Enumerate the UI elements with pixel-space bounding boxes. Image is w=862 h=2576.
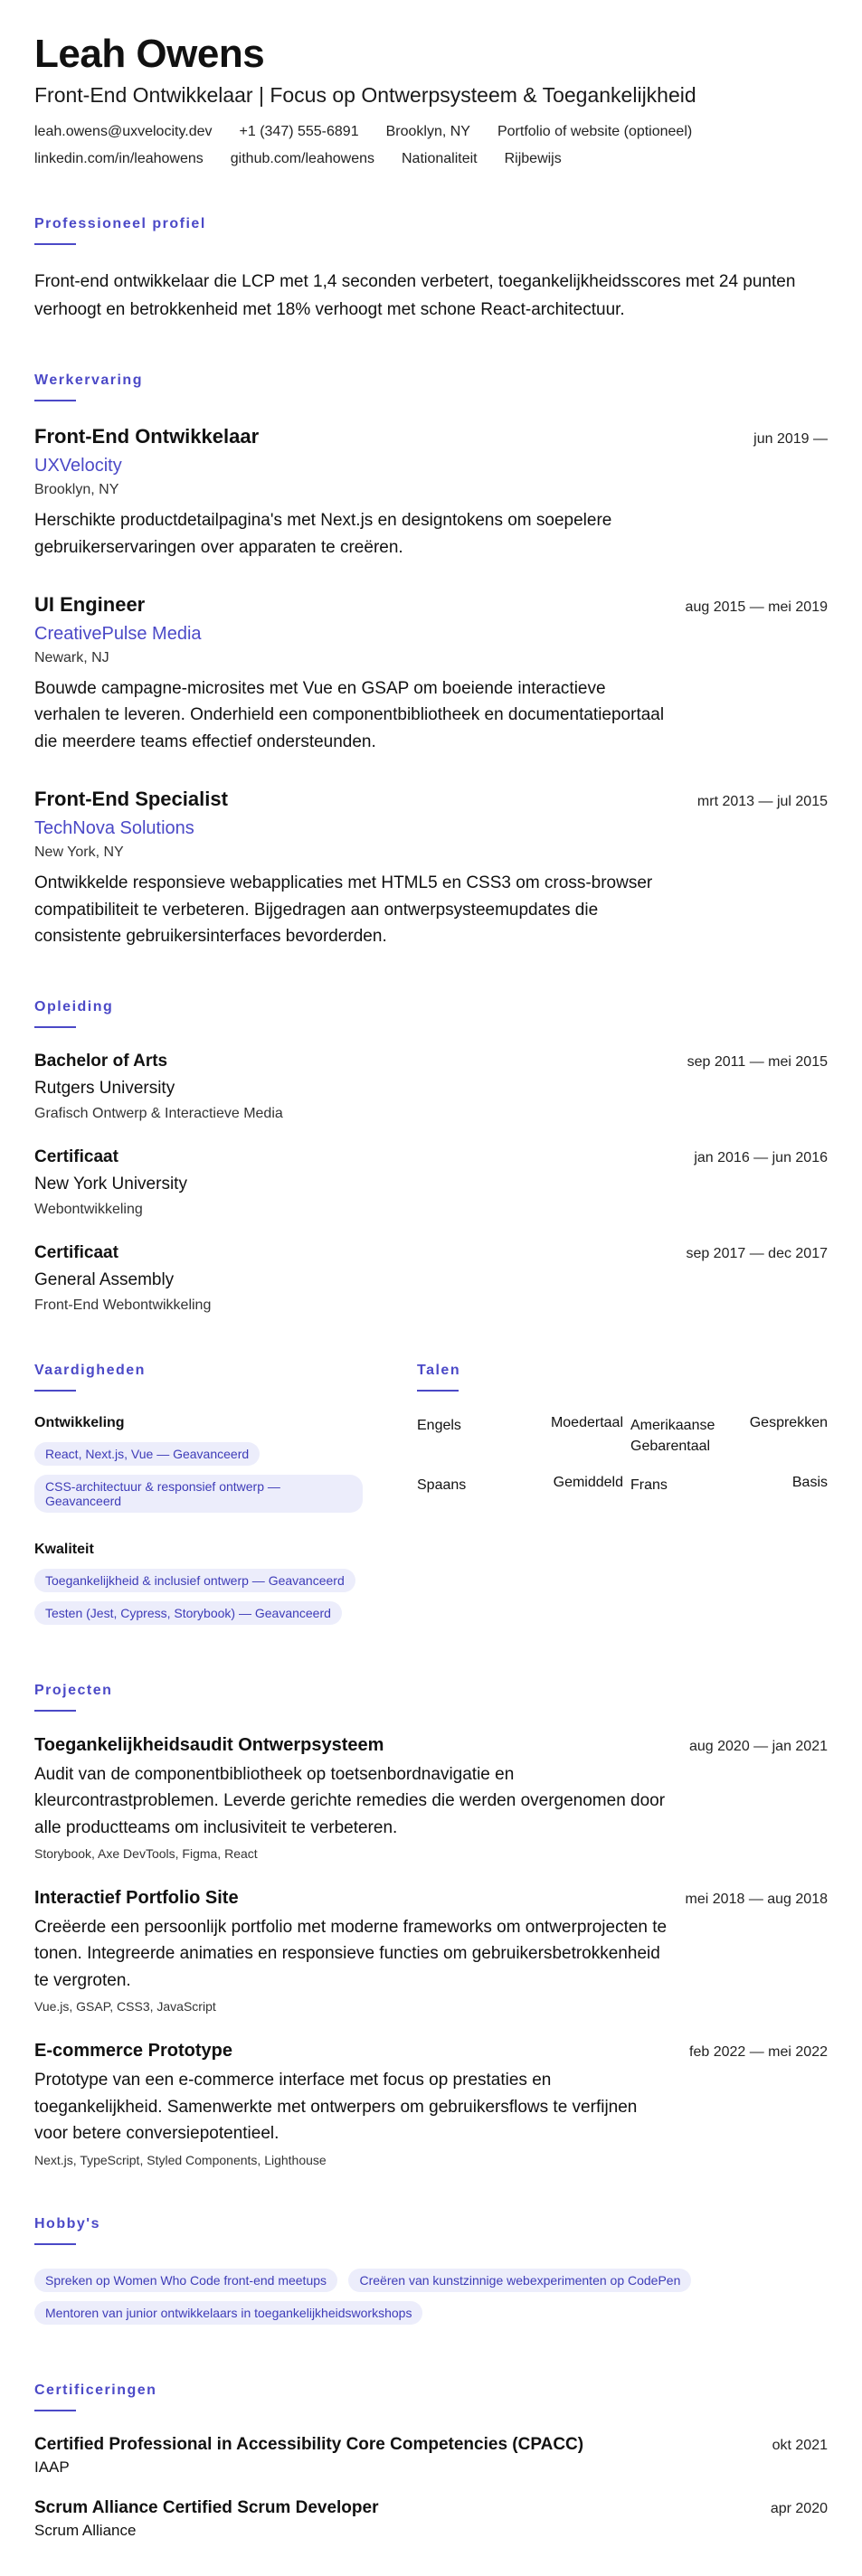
candidate-headline: Front-End Ontwikkelaar | Focus op Ontwerpsysteem & Toegankelijkheid bbox=[34, 83, 696, 108]
job-location: Brooklyn, NY bbox=[34, 482, 119, 498]
certification-entry bbox=[34, 2435, 828, 2477]
project-name: E-commerce Prototype bbox=[34, 2041, 232, 2062]
education-school: Rutgers University bbox=[34, 1078, 175, 1098]
certification-entry bbox=[34, 2498, 828, 2540]
experience-entry bbox=[34, 425, 828, 561]
section-certifications bbox=[34, 2383, 828, 2540]
language-name: Frans bbox=[630, 1477, 668, 1494]
contact-email[interactable]: leah.owens@uxvelocity.dev bbox=[34, 124, 213, 140]
job-dates: jun 2019 — bbox=[753, 431, 828, 448]
job-location: New York, NY bbox=[34, 845, 124, 861]
project-entry bbox=[34, 2041, 828, 2166]
project-name: Toegankelijkheidsaudit Ontwerpsysteem bbox=[34, 1734, 384, 1755]
education-field: Webontwikkeling bbox=[34, 1201, 143, 1217]
contact-phone[interactable]: +1 (347) 555-6891 bbox=[239, 124, 359, 140]
section-title-languages: Talen bbox=[417, 1362, 461, 1378]
certification-issuer: IAAP bbox=[34, 2458, 70, 2476]
project-dates: feb 2022 — mei 2022 bbox=[689, 2044, 828, 2061]
project-tech-stack: Next.js, TypeScript, Styled Components, Lighthouse bbox=[34, 2152, 327, 2167]
certification-date: okt 2021 bbox=[772, 2437, 828, 2453]
certification-issuer: Scrum Alliance bbox=[34, 2521, 137, 2539]
section-hobbies bbox=[34, 2216, 828, 2334]
contact-row-secondary bbox=[34, 151, 828, 167]
skill-group bbox=[34, 1415, 370, 1522]
contact-portfolio[interactable]: Portfolio of website (optioneel) bbox=[497, 124, 693, 140]
section-title-experience: Werkervaring bbox=[34, 373, 143, 389]
project-dates: aug 2020 — jan 2021 bbox=[688, 1738, 828, 1754]
hobby-chip: Creëren van kunstzinnige webexperimenten op CodePen bbox=[348, 2269, 691, 2292]
section-divider bbox=[34, 2410, 76, 2411]
section-title-hobbies: Hobby's bbox=[34, 2215, 100, 2232]
language-level: Basis bbox=[791, 1475, 828, 1491]
education-dates: jan 2016 — jun 2016 bbox=[694, 1149, 828, 1165]
project-description: Audit van de componentbibliotheek op toetsenbordnavigatie en kleurcontrastproblemen. Leverde gerichte remedies die werden overgenomen door alle productteams om inclusiviteit te verbeteren. bbox=[34, 1764, 666, 1837]
job-title: Front-End Specialist bbox=[34, 788, 228, 811]
section-title-skills: Vaardigheden bbox=[34, 1362, 146, 1378]
section-divider bbox=[34, 400, 76, 401]
job-dates: aug 2015 — mei 2019 bbox=[685, 599, 828, 616]
contact-linkedin[interactable]: linkedin.com/in/leahowens bbox=[34, 151, 204, 167]
job-company: UXVelocity bbox=[34, 456, 122, 477]
education-degree: Bachelor of Arts bbox=[34, 1051, 168, 1071]
education-entry bbox=[34, 1243, 828, 1314]
project-description: Creëerde een persoonlijk portfolio met moderne frameworks om ontwerprojecten te tonen. Integreerde animaties en responsieve functies om gebruikersbetrokkenheid te vergroten. bbox=[34, 1917, 668, 1990]
section-divider bbox=[34, 1710, 76, 1712]
resume-header bbox=[34, 33, 828, 167]
certification-name: Certified Professional in Accessibility Core Competencies (CPACC) bbox=[34, 2434, 584, 2454]
skill-chip: Toegankelijkheid & inclusief ontwerp — Geavanceerd bbox=[34, 1569, 355, 1592]
job-company: CreativePulse Media bbox=[34, 624, 202, 645]
education-dates: sep 2011 — mei 2015 bbox=[687, 1053, 828, 1070]
job-dates: mrt 2013 — jul 2015 bbox=[696, 794, 828, 810]
education-dates: sep 2017 — dec 2017 bbox=[686, 1245, 828, 1261]
section-skills bbox=[34, 1363, 370, 1634]
job-location: Newark, NJ bbox=[34, 650, 109, 666]
language-level: Gesprekken bbox=[749, 1414, 828, 1430]
job-description: Herschikte productdetailpagina's met Next.js en designtokens om soepelere gebruikerservaringen over apparaten te creëren. bbox=[34, 511, 612, 557]
language-name: Engels bbox=[417, 1417, 461, 1433]
certification-date: apr 2020 bbox=[770, 2500, 828, 2516]
job-company: TechNova Solutions bbox=[34, 818, 194, 839]
project-entry bbox=[34, 1888, 828, 2014]
job-title: Front-End Ontwikkelaar bbox=[34, 425, 260, 448]
hobby-chip: Spreken op Women Who Code front-end meetups bbox=[34, 2269, 337, 2292]
profile-summary: Front-end ontwikkelaar die LCP met 1,4 seconden verbetert, toegankelijkheidsscores met 24 punten verhoogt en betrokkenheid met 18% verhoogt met schone React-architectuur. bbox=[34, 272, 796, 319]
education-field: Front-End Webontwikkeling bbox=[34, 1297, 212, 1313]
skill-category: Ontwikkeling bbox=[34, 1414, 125, 1430]
experience-entry bbox=[34, 788, 828, 949]
job-description: Ontwikkelde responsieve webapplicaties met HTML5 en CSS3 om cross-browser compatibiliteit te verbeteren. Bijgedragen aan ontwerpsysteemupdates die consistente gebruikersinterfaces bevorderden. bbox=[34, 873, 653, 947]
section-projects bbox=[34, 1683, 828, 2167]
section-divider bbox=[34, 1026, 76, 1028]
languages-grid bbox=[417, 1415, 828, 1496]
education-degree: Certificaat bbox=[34, 1242, 118, 1262]
education-entry bbox=[34, 1147, 828, 1218]
contact-drivers-license: Rijbewijs bbox=[504, 151, 562, 167]
section-title-profile: Professioneel profiel bbox=[34, 216, 206, 232]
project-description: Prototype van een e-commerce interface met focus op prestaties en toegankelijkheid. Samenwerkte met ontwerpers om gebruikersflows te verfijnen voor betere conversiepotentieel. bbox=[34, 2071, 638, 2144]
section-divider bbox=[34, 243, 76, 245]
skill-chip: React, Next.js, Vue — Geavanceerd bbox=[34, 1442, 260, 1466]
job-title: UI Engineer bbox=[34, 593, 146, 617]
language-level: Moedertaal bbox=[550, 1414, 623, 1430]
hobby-chip: Mentoren van junior ontwikkelaars in toegankelijkheidsworkshops bbox=[34, 2301, 422, 2325]
language-level: Gemiddeld bbox=[553, 1475, 623, 1491]
skill-chip: Testen (Jest, Cypress, Storybook) — Geavanceerd bbox=[34, 1601, 342, 1625]
education-school: New York University bbox=[34, 1174, 187, 1194]
contact-nationality: Nationaliteit bbox=[402, 151, 478, 167]
project-tech-stack: Storybook, Axe DevTools, Figma, React bbox=[34, 1845, 258, 1861]
section-languages bbox=[417, 1363, 828, 1634]
job-description: Bouwde campagne-microsites met Vue en GSAP om boeiende interactieve verhalen te leveren. Onderhield een componentbibliotheek en documentatieportaal die meerdere teams effectief ondersteunden. bbox=[34, 679, 665, 751]
section-title-education: Opleiding bbox=[34, 998, 114, 1014]
section-divider bbox=[417, 1390, 459, 1392]
contact-location: Brooklyn, NY bbox=[385, 124, 470, 140]
skill-chip: CSS-architectuur & responsief ontwerp — Geavanceerd bbox=[34, 1475, 363, 1513]
section-title-projects: Projecten bbox=[34, 1682, 113, 1698]
section-divider bbox=[34, 2243, 76, 2245]
section-profile bbox=[34, 216, 828, 324]
language-name: Spaans bbox=[417, 1477, 467, 1494]
project-name: Interactief Portfolio Site bbox=[34, 1887, 239, 1908]
skill-group bbox=[34, 1542, 370, 1634]
education-field: Grafisch Ontwerp & Interactieve Media bbox=[34, 1105, 283, 1121]
education-degree: Certificaat bbox=[34, 1146, 118, 1166]
education-entry bbox=[34, 1052, 828, 1122]
section-divider bbox=[34, 1390, 76, 1392]
education-school: General Assembly bbox=[34, 1269, 175, 1289]
skills-languages-row bbox=[34, 1363, 828, 1634]
experience-entry bbox=[34, 593, 828, 755]
project-dates: mei 2018 — aug 2018 bbox=[685, 1891, 828, 1907]
candidate-name: Leah Owens bbox=[34, 32, 265, 76]
contact-github[interactable]: github.com/leahowens bbox=[230, 151, 374, 167]
section-title-certifications: Certificeringen bbox=[34, 2382, 157, 2398]
project-tech-stack: Vue.js, GSAP, CSS3, JavaScript bbox=[34, 1999, 216, 2015]
section-experience bbox=[34, 373, 828, 950]
section-education bbox=[34, 999, 828, 1314]
language-name: Amerikaanse Gebarentaal bbox=[630, 1417, 715, 1454]
project-entry bbox=[34, 1735, 828, 1861]
certification-name: Scrum Alliance Certified Scrum Developer bbox=[34, 2497, 379, 2517]
contact-row-primary bbox=[34, 124, 828, 140]
skill-category: Kwaliteit bbox=[34, 1541, 94, 1557]
